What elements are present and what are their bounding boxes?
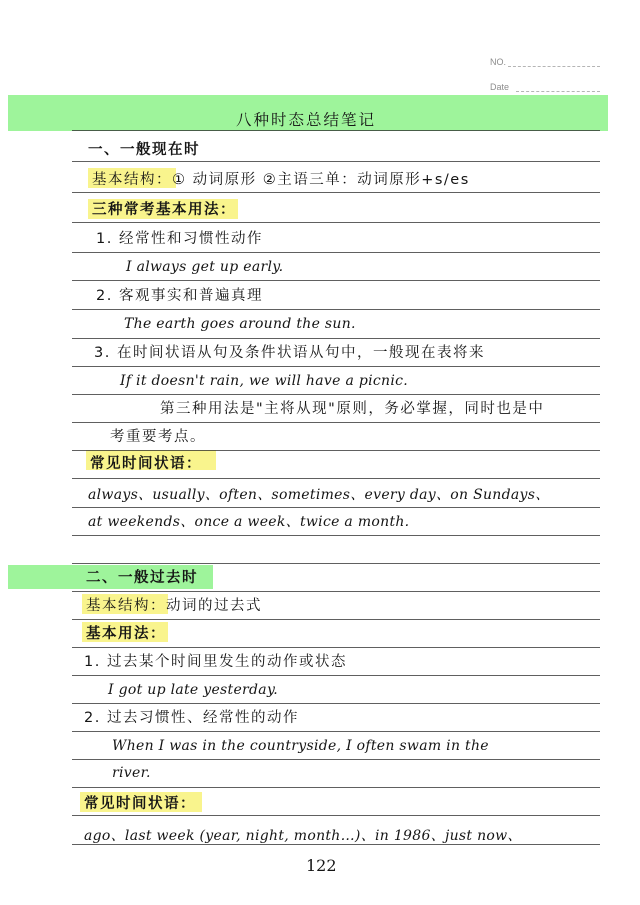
- usage-rule: 2. 客观事实和普遍真理: [96, 288, 263, 304]
- note-text: 考重要考点。: [110, 429, 206, 445]
- usage-heading: 基本用法：: [86, 626, 166, 642]
- rule: [72, 759, 600, 760]
- rule: [72, 535, 600, 536]
- usage-rule: 2. 过去习惯性、经常性的动作: [84, 710, 299, 726]
- no-label: NO.: [490, 57, 507, 67]
- rule: [72, 338, 600, 339]
- usage-example: If it doesn't rain, we will have a picnic.: [120, 373, 409, 389]
- rule: [72, 280, 600, 281]
- usage-rule: 1. 过去某个时间里发生的动作或状态: [84, 654, 347, 670]
- rule: [72, 591, 600, 592]
- page-number: 122: [306, 856, 337, 875]
- rule: [72, 366, 600, 367]
- note-text: 第三种用法是"主将从现"原则，务必掌握，同时也是中: [160, 401, 545, 417]
- usage-example: I got up late yesterday.: [108, 682, 279, 698]
- adverbial-heading: 常见时间状语：: [90, 456, 202, 472]
- rule: [72, 192, 600, 193]
- rule: [72, 422, 600, 423]
- usage-rule: 3. 在时间状语从句及条件状语从句中，一般现在表将来: [94, 345, 485, 361]
- no-blank-line: [508, 66, 600, 67]
- adverbial-list: ago、last week (year, night, month…)、in 1986、just now、: [84, 828, 522, 844]
- page-title: 八种时态总结笔记: [236, 111, 377, 129]
- usage-example-continued: river.: [112, 765, 151, 781]
- rule: [72, 844, 600, 845]
- basic-structure: 基本结构：① 动词原形 ②主语三单：动词原形+s/es: [92, 172, 470, 188]
- section-heading: 二、一般过去时: [86, 570, 198, 586]
- usage-example: I always get up early.: [126, 259, 284, 275]
- section-heading: 一、一般现在时: [88, 142, 200, 158]
- rule: [72, 394, 600, 395]
- rule: [72, 619, 600, 620]
- rule: [72, 563, 600, 564]
- usage-example: When I was in the countryside, I often swam in the: [112, 738, 489, 754]
- rule: [72, 309, 600, 310]
- basic-structure: 基本结构：动词的过去式: [86, 598, 262, 614]
- rule: [72, 222, 600, 223]
- adverbial-heading: 常见时间状语：: [84, 796, 196, 812]
- rule: [72, 675, 600, 676]
- rule: [72, 450, 600, 451]
- rule: [72, 161, 600, 162]
- usage-rule: 1. 经常性和习惯性动作: [96, 231, 263, 247]
- rule: [72, 130, 600, 131]
- usage-example: The earth goes around the sun.: [124, 316, 356, 332]
- adverbial-list: always、usually、often、sometimes、every day、on Sundays、: [88, 487, 550, 503]
- adverbial-list: at weekends、once a week、twice a month.: [88, 514, 410, 530]
- rule: [72, 478, 600, 479]
- date-field: [490, 82, 509, 92]
- rule: [72, 731, 600, 732]
- date-label: Date: [490, 82, 510, 92]
- rule: [72, 815, 600, 816]
- rule: [72, 787, 600, 788]
- rule: [72, 252, 600, 253]
- rule: [72, 507, 600, 508]
- rule: [72, 703, 600, 704]
- rule: [72, 647, 600, 648]
- usage-heading: 三种常考基本用法：: [92, 202, 236, 218]
- date-blank-line: [516, 91, 600, 92]
- no-field: [490, 57, 506, 67]
